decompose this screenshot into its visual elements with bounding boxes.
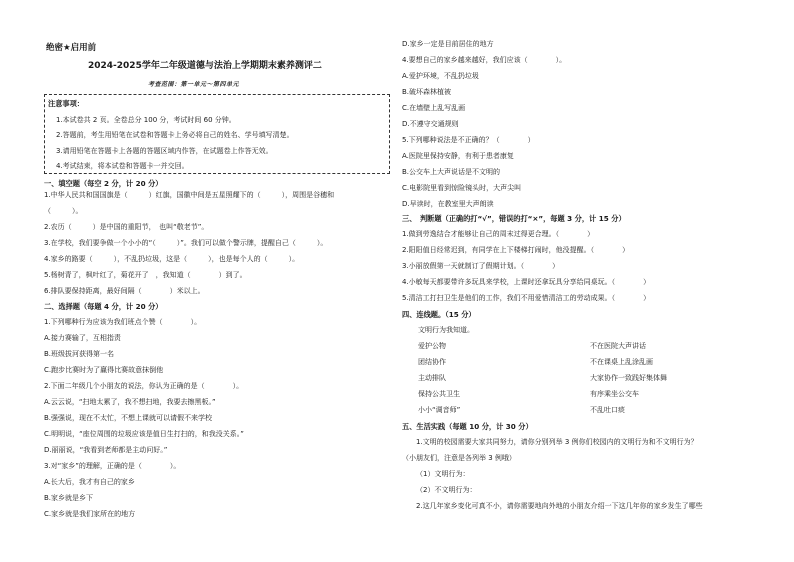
notice-title: 注意事项： — [48, 99, 84, 108]
section-heading-fill: 一、填空题（每空 2 分，计 20 分） — [44, 179, 163, 188]
match-left-item: 保持公共卫生 — [418, 390, 460, 398]
question-line: 1.文明的校园需要大家共同努力，请你分别列举 3 例你们校园内的文明行为和不文明行为？ — [416, 438, 698, 446]
answer-label: （1）文明行为： — [416, 470, 470, 478]
option-line: C.家乡就是我们家所在的地方 — [44, 510, 136, 518]
question-line: 6.排队要保持距离，最好间隔（ ）米以上。 — [44, 287, 205, 295]
option-line: D.不遵守交通规则 — [402, 120, 459, 128]
question-line: 4.要想自己的家乡越来越好，我们应该（ ）。 — [402, 56, 567, 64]
option-line: D.家乡一定是目前居住的地方 — [402, 40, 494, 48]
notice-item: 4.考试结束，将本试卷和答题卡一并交回。 — [56, 162, 189, 170]
match-right-item: 大家协作一致践好集体舞 — [590, 374, 667, 382]
match-right-item: 不乱吐口痰 — [590, 406, 625, 414]
section-heading-choice: 二、选择题（每题 4 分，计 20 分） — [44, 302, 163, 311]
option-line: B.破坏森林植被 — [402, 88, 452, 96]
notice-item: 3.请用铅笔在答题卡上各题的答题区域内作答，在试题卷上作答无效。 — [56, 147, 273, 155]
option-line: B.班级拔河获得第一名 — [44, 350, 115, 358]
question-line: （ ）。 — [44, 207, 83, 215]
match-right-item: 不在课桌上乱涂乱画 — [590, 358, 653, 366]
section-heading-match: 四、连线题。（15 分） — [402, 310, 476, 319]
match-left-item: 主动排队 — [418, 374, 446, 382]
option-line: A.接力赛输了，互相指责 — [44, 334, 121, 342]
notice-item: 1.本试卷共 2 页。全卷总分 100 分，考试时间 60 分钟。 — [56, 116, 236, 124]
question-line: 4.家乡的路要（ ），不乱扔垃圾，这是（ ），也是每个人的（ ）。 — [44, 255, 300, 263]
match-intro: 文明行为我知道。 — [418, 326, 474, 334]
match-left-item: 爱护公物 — [418, 342, 446, 350]
question-line: 5.清洁工打扫卫生是他们的工作，我们不用爱惜清洁工的劳动成果。（ ） — [402, 294, 651, 302]
question-line: 5.下列哪种说法是不正确的？（ ） — [402, 136, 535, 144]
option-line: C.电影院里看到惊险镜头时，大声尖叫 — [402, 184, 522, 192]
match-left-item: 小小“调音师” — [418, 406, 461, 414]
question-line: 3.小丽放假第一天就制订了假期计划。（ ） — [402, 262, 560, 270]
question-line: 2.下面二年级几个小朋友的说法，你认为正确的是（ ）。 — [44, 382, 244, 390]
option-line: D.早读时，在教室里大声朗读 — [402, 200, 494, 208]
option-line: B.公交车上大声说话是不文明的 — [402, 168, 501, 176]
option-line: A.医院里保持安静，有利于患者康复 — [402, 152, 514, 160]
page-title: 2024-2025学年二年级道德与法治上学期期末素养测评二 — [88, 61, 322, 71]
question-line: 1.做到劳逸结合才能够让自己的周末过得更合理。（ ） — [402, 230, 595, 238]
question-line: 2.农历（ ）是中国的重阳节， 也叫“敬老节”。 — [44, 223, 209, 231]
option-line: B.家乡就是乡下 — [44, 494, 94, 502]
option-line: D.丽丽说，“我看到老师都是主动问好。” — [44, 446, 168, 454]
notice-item: 2.答题前，考生用铅笔在试卷和答题卡上务必将自己的姓名、学号填写清楚。 — [56, 131, 294, 139]
section-heading-judge: 三、 判断题（正确的打“√”，错误的打“×”，每题 3 分，计 15 分） — [402, 214, 626, 223]
match-right-item: 不在医院大声讲话 — [590, 342, 646, 350]
answer-label: （2）不文明行为： — [416, 486, 477, 494]
question-line: 5.杨树青了，枫叶红了，菊花开了 ，我知道（ ）到了。 — [44, 271, 247, 279]
option-line: C.跑步比赛时为了赢得比赛故意抹倒他 — [44, 366, 164, 374]
option-line: C.在墙壁上乱写乱画 — [402, 104, 466, 112]
option-line: A.爱护环境，不乱扔垃圾 — [402, 72, 479, 80]
option-line: B.强强说，现在不太忙，不想上课就可以请假不来学校 — [44, 414, 213, 422]
question-line: 3.在学校，我们要争做一个小小的“（ ）”。我们可以做个警示牌，提醒自己（ ）。 — [44, 239, 328, 247]
question-line: 4.小敏每天都要带许多玩具来学校，上课时还拿玩具分享给同桌玩。（ ） — [402, 278, 651, 286]
match-right-item: 有序乘坐公交车 — [590, 390, 639, 398]
question-line: 1.中华人民共和国国旗是（ ）红旗，国徽中间是五星照耀下的（ ），周围是谷穗和 — [44, 191, 335, 199]
option-line: A.云云说，“扫地太累了，我不想扫地，我要去擦黑板。” — [44, 398, 216, 406]
exam-scope: 考查范围：第一单元～第四单元 — [148, 81, 240, 88]
option-line: C.明明说，“座位周围的垃圾应该是值日生打扫的，和我没关系。” — [44, 430, 244, 438]
section-heading-practice: 五、生活实践（每题 10 分，计 30 分） — [402, 422, 533, 431]
secret-label: 绝密★启用前 — [46, 43, 97, 53]
question-line: （小朋友们，注意是各列举 3 例哦） — [402, 454, 516, 462]
question-line: 3.对“家乡”的理解，正确的是（ ）。 — [44, 462, 181, 470]
question-line: 2.阳阳值日经常迟到，有同学在上下楼梯打闹时，他没提醒。（ ） — [402, 246, 630, 254]
match-left-item: 团结协作 — [418, 358, 446, 366]
option-line: A.长大后，我才有自己的家乡 — [44, 478, 135, 486]
question-line: 2.这几年家乡变化可真不小，请你需要地向外地的小朋友介绍一下这几年你的家乡发生了哪些 — [416, 502, 703, 510]
question-line: 1.下列哪种行为应该为我们班点个赞（ ）。 — [44, 318, 202, 326]
